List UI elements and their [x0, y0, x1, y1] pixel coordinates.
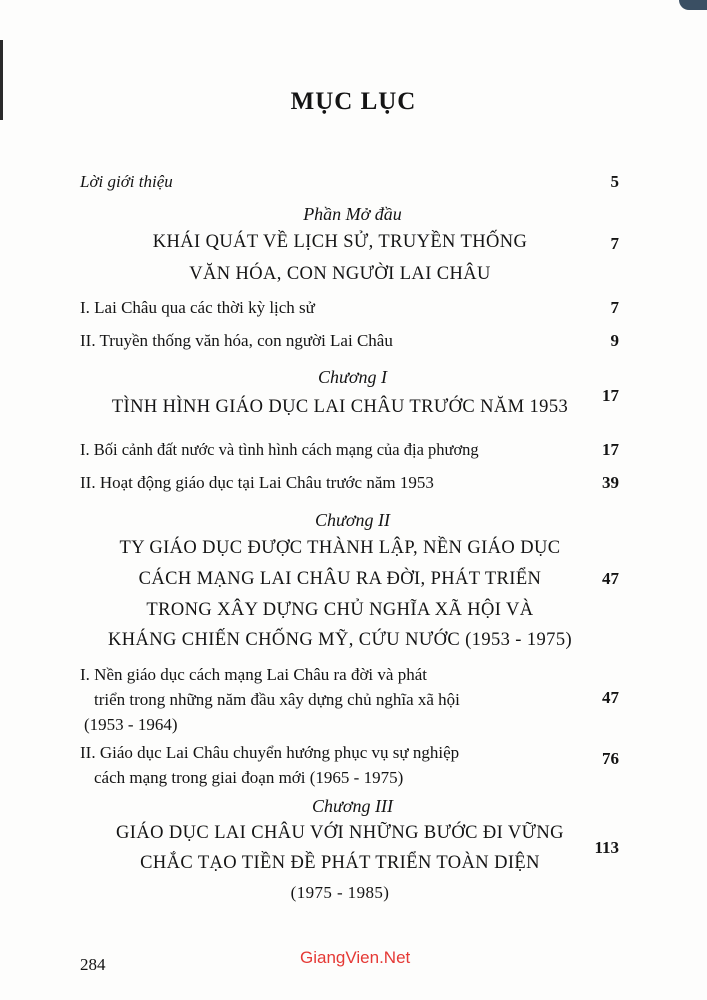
toc-entry-chapter-2-1-line-1: I. Nền giáo dục cách mạng Lai Châu ra đời và phát: [80, 665, 427, 684]
part-heading-page: 7: [610, 234, 619, 253]
toc-entry-chapter-2-2: [80, 740, 459, 790]
toc-page-chapter-2-2: 76: [602, 749, 619, 768]
toc-entry-chapter-2-2-line-1: II. Giáo dục Lai Châu chuyển hướng phục vụ sự nghiệp: [80, 743, 460, 762]
toc-entry-chapter-2-1-line-2: triển trong những năm đầu xây dựng chủ nghĩa xã hội: [94, 690, 460, 709]
chapter-2-heading-line-1: TY GIÁO DỤC ĐƯỢC THÀNH LẬP, NỀN GIÁO DỤC: [119, 538, 561, 558]
toc-entry-part-1: I. Lai Châu qua các thời kỳ lịch sử: [80, 298, 315, 317]
toc-page-part-1: 7: [610, 298, 619, 317]
chapter-2-heading-line-3: TRONG XÂY DỰNG CHỦ NGHĨA XÃ HỘI VÀ: [146, 600, 534, 620]
part-label: Phần Mở đầu: [303, 204, 402, 224]
toc-page-chapter-1-1: 17: [602, 440, 619, 459]
corner-mark: [679, 0, 707, 10]
part-heading-line-2: VĂN HÓA, CON NGƯỜI LAI CHÂU: [189, 264, 491, 284]
page-title: MỤC LỤC: [290, 88, 417, 115]
chapter-3-label: Chương III: [312, 796, 393, 816]
chapter-1-heading: TÌNH HÌNH GIÁO DỤC LAI CHÂU TRƯỚC NĂM 1953: [111, 397, 569, 417]
chapter-1-page: 17: [602, 386, 619, 405]
toc-entry-part-2: II. Truyền thống văn hóa, con người Lai Châu: [80, 331, 393, 350]
toc-entry-chapter-2-2-line-2: cách mạng trong giai đoạn mới (1965 - 1975): [94, 768, 404, 787]
chapter-2-heading-line-4: KHÁNG CHIẾN CHỐNG MỸ, CỨU NƯỚC (1953 - 1975): [107, 630, 573, 650]
toc-entry-chapter-1-2: II. Hoạt động giáo dục tại Lai Châu trước năm 1953: [80, 473, 434, 492]
toc-entry-chapter-2-1-line-3: (1953 - 1964): [84, 715, 178, 734]
chapter-2-page: 47: [602, 569, 619, 588]
part-heading-line-1: KHÁI QUÁT VỀ LỊCH SỬ, TRUYỀN THỐNG: [152, 232, 528, 252]
chapter-3-page: 113: [594, 838, 619, 857]
toc-entry-chapter-1-1: I. Bối cảnh đất nước và tình hình cách mạng của địa phương: [80, 440, 479, 459]
chapter-3-heading-line-2: CHẮC TẠO TIỀN ĐỀ PHÁT TRIỂN TOÀN DIỆN: [140, 853, 540, 873]
chapter-2-label: Chương II: [315, 510, 390, 530]
toc-entry-intro: Lời giới thiệu: [80, 172, 173, 191]
chapter-3-heading-line-3: (1975 - 1985): [290, 883, 390, 902]
watermark-text: GiangVien.Net: [300, 948, 411, 967]
toc-entry-chapter-2-1: [80, 662, 460, 737]
chapter-2-heading-line-2: CÁCH MẠNG LAI CHÂU RA ĐỜI, PHÁT TRIỂN: [138, 569, 542, 589]
chapter-1-label: Chương I: [318, 367, 387, 387]
page-number: 284: [80, 955, 106, 974]
toc-page-intro: 5: [610, 172, 619, 191]
chapter-3-heading-line-1: GIÁO DỤC LAI CHÂU VỚI NHỮNG BƯỚC ĐI VỮNG: [116, 823, 564, 843]
toc-page-part-2: 9: [610, 331, 619, 350]
toc-page-chapter-1-2: 39: [602, 473, 619, 492]
toc-page-chapter-2-1: 47: [602, 688, 619, 707]
